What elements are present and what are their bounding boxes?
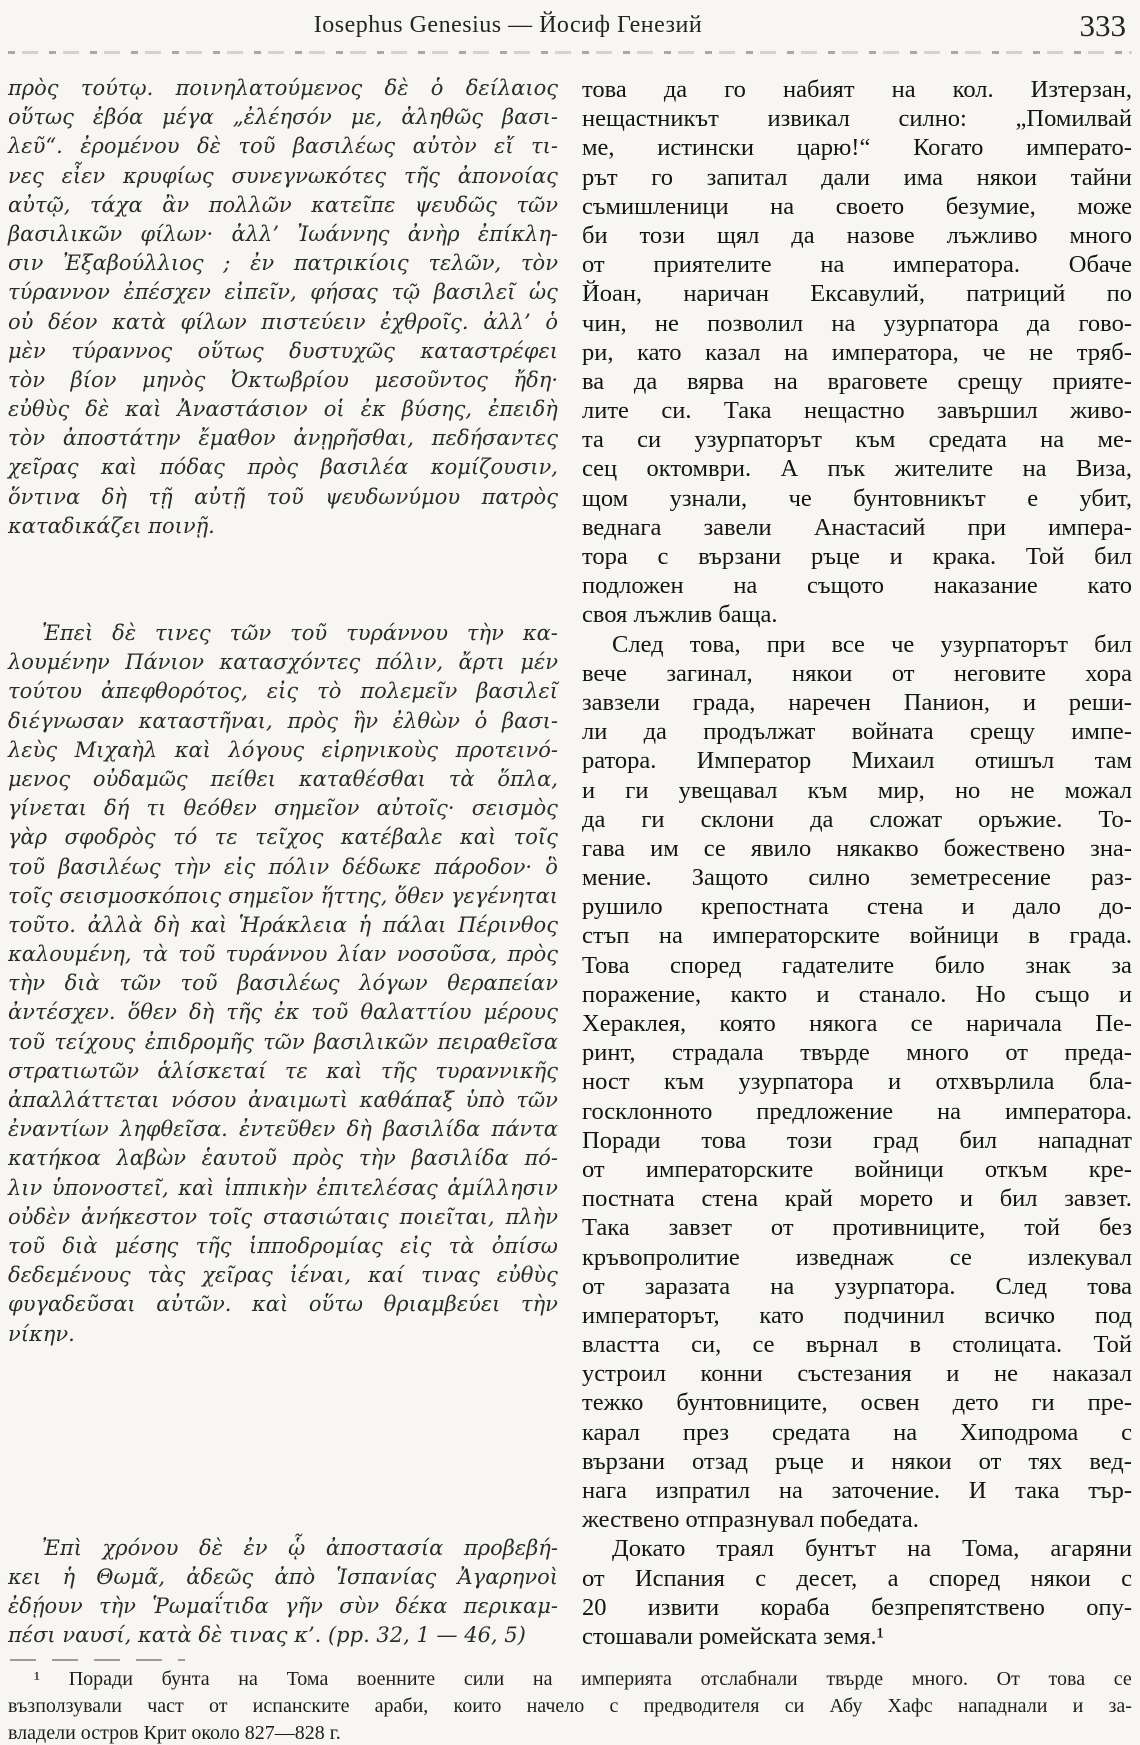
text-line: οὐδὲν ἀνήκεστον τοῖς στασιώταις ποιεῖται, πλὴν bbox=[8, 1204, 558, 1229]
text-line: властта си, се върнал в столицата. Той bbox=[582, 1331, 1132, 1359]
text-line: νίκην. bbox=[8, 1321, 75, 1346]
text-line: стъп на императорските войници в града. bbox=[582, 922, 1132, 950]
text-line: τύραννον ἐπέσχεν εἰπεῖν, φήσας τῷ βασιλεῖ ὡς bbox=[8, 280, 558, 305]
text-line: μενος οὐδαμῶς πείθει καταθέσθαι τὰ ὅπλα, bbox=[8, 766, 558, 791]
text-line: τούτου ἀπεφθορότος, εἰς τὸ πολεμεῖν βασιλεῖ bbox=[8, 679, 558, 704]
text-line: стошавали ромейската земя.¹ bbox=[582, 1622, 885, 1650]
text-line: διέγνωσαν καταστῆναι, πρὸς ἣν ἐλθὼν ὁ βασι- bbox=[8, 708, 558, 733]
text-line: βασιλικῶν φίλων· ἀλλ’ Ἰωάννης ἀνὴρ ἐπίκλη- bbox=[8, 221, 558, 246]
text-line: жествено отпразнувал победата. bbox=[582, 1506, 919, 1534]
text-line: сец октомври. А пък жителите на Виза, bbox=[582, 455, 1132, 483]
text-line: καλουμένη, τὰ τοῦ τυράννου λίαν νοσοῦσα, πρὸς bbox=[8, 942, 558, 967]
text-line: δεδεμένους τὰς χεῖρας ἰέναι, καί τινας εὐθὺς bbox=[8, 1263, 558, 1288]
text-line: τὸν βίον μηνὸς Ὀκτωβρίου μεσοῦντος ἤδη· bbox=[8, 367, 558, 392]
text-line: от заразата на узурпатора. След това bbox=[582, 1272, 1132, 1300]
text-line: веднага завели Анастасий при импера- bbox=[582, 513, 1132, 541]
text-line: τοῦ βασιλέως τὴν εἰς πόλιν δέδωκε πάροδον· ὃ bbox=[8, 854, 558, 879]
paragraph bbox=[582, 631, 1132, 1536]
paragraph bbox=[582, 1535, 1132, 1652]
text-line: Поради това този град бил нападнат bbox=[582, 1126, 1132, 1154]
text-line: γὰρ σφοδρὸς τό τε τεῖχος κατέβαλε καὶ τοῖς bbox=[8, 825, 558, 850]
text-line: да ги склони да сложат оръжие. То- bbox=[582, 805, 1132, 833]
text-line: τοῖς σεισμοσκόποις σημεῖον ἥττης, ὅθεν γεγένηται bbox=[8, 883, 558, 908]
text-line: карал през средата на Хиподрома с bbox=[582, 1418, 1132, 1446]
text-line: би този щял да назове лъжливо много bbox=[582, 221, 1132, 249]
text-line: καταδικάζει ποινῇ. bbox=[8, 513, 215, 538]
text-line: πρὸς τούτῳ. ποινηλατούμενος δὲ ὁ δείλαιος bbox=[8, 76, 558, 100]
text-line: устроил конни състезания и не наказал bbox=[582, 1360, 1132, 1388]
text-line: чин, не позволил на узурпатора да гово- bbox=[582, 309, 1132, 337]
text-line: владели остров Крит около 827—828 г. bbox=[8, 1722, 341, 1745]
text-line: ност към узурпатора и отхвърлила бла- bbox=[582, 1068, 1132, 1096]
text-line: τοῦ διὰ μέσης τῆς ἱπποδρομίας εἰς τὰ ὀπίσω bbox=[8, 1233, 558, 1258]
text-line: λουμένην Πάνιον κατασχόντες πόλιν, ἄρτι μέν bbox=[8, 650, 558, 675]
text-line: αὐτῷ, τάχα ἂν πολλῶν κατεῖπε ψευδῶς τῶν bbox=[8, 192, 558, 217]
running-title: Iosephus Genesius — Йосиф Генезий bbox=[313, 12, 703, 38]
text-line: Това според гадателите било знак за bbox=[582, 951, 1132, 979]
text-line: ратора. Император Михаил отишъл там bbox=[582, 747, 1132, 775]
text-line: щом узнали, че бунтовникът е убит, bbox=[582, 484, 1132, 512]
text-line: χεῖρας καὶ πόδας πρὸς βασιλέα κομίζουσιν, bbox=[8, 455, 558, 480]
header-rule bbox=[8, 51, 1132, 54]
text-line: ме, истински царю!“ Когато императо- bbox=[582, 134, 1132, 162]
paragraph bbox=[8, 76, 558, 543]
text-line: μὲν τύραννος οὕτως δυστυχῶς καταστρέφει bbox=[8, 338, 558, 363]
text-line: ли да продължат войната срещу импе- bbox=[582, 718, 1132, 746]
page-number: 333 bbox=[1079, 8, 1126, 43]
text-line: Ἐπεὶ δὲ τινες τῶν τοῦ τυράννου τὴν κα- bbox=[42, 621, 558, 645]
paragraph bbox=[582, 76, 1132, 631]
text-line: τὴν διὰ τῶν τοῦ βασιλέως λόγων θεραπείαν bbox=[8, 971, 558, 996]
text-line: вече загинал, някои от неговите хора bbox=[582, 659, 1132, 687]
text-line: постната стена край морето и бил завзет. bbox=[582, 1185, 1132, 1213]
text-line: πέσι ναυσί, κατὰ δὲ τινας κ’. (pp. 32, 1 — 46, 5) bbox=[8, 1623, 526, 1648]
text-line: ¹ Поради бунта на Тома военните сили на империята отслабнали твърде много. От това се bbox=[34, 1668, 1132, 1691]
text-line: οὐ δέον κατὰ φίλων πιστεύειν ἐχθροῖς. ἀλλ’ ὁ bbox=[8, 309, 558, 334]
text-line: ри, като казал на императора, че не тряб- bbox=[582, 338, 1132, 366]
text-line: ринт, страдала твърде много от преда- bbox=[582, 1039, 1132, 1067]
paragraph bbox=[8, 621, 558, 1351]
text-line: λεῦ“. ἐρομένου δὲ τοῦ βασιλέως αὐτὸν εἴ τι- bbox=[8, 134, 558, 159]
text-line: 20 извити кораба безпрепятствено опу- bbox=[582, 1593, 1132, 1621]
text-line: ἐναντίων ληφθεῖσα. ἐντεῦθεν δὴ βασιλίδα πάντα bbox=[8, 1117, 558, 1142]
text-line: лите си. Така нещастно завършил живо- bbox=[582, 397, 1132, 425]
text-line: мение. Защото силно земетресение раз- bbox=[582, 864, 1132, 892]
text-line: възползували част от испанските араби, които начело с предводителя си Абу Хафс нападнали и за- bbox=[8, 1695, 1132, 1718]
text-line: σιν Ἐξαβούλλιος ; ἐν πατρικίοις τελῶν, τὸν bbox=[8, 251, 558, 276]
text-line: λιν ὑπονοστεῖ, καὶ ἱππικὴν ἐπιτελέσας ἁμίλλησιν bbox=[8, 1175, 558, 1200]
two-column-text bbox=[8, 76, 1132, 1652]
text-line: госклонното предложение на императора. bbox=[582, 1097, 1132, 1125]
text-line: рушило крепостната стена и дало до- bbox=[582, 893, 1132, 921]
text-line: γίνεται δή τι θεόθεν σημεῖον αὐτοῖς· σεισμὸς bbox=[8, 796, 558, 821]
text-line: κατήκοα λαβὼν ἑαυτοῦ πρὸς τὴν βασιλίδα πό- bbox=[8, 1146, 558, 1171]
text-line: οὕτως ἐβόα μέγα „ἐλέησόν με, ἀληθῶς βασι- bbox=[8, 105, 558, 130]
text-line: нага изпратил на заточение. И така тър- bbox=[582, 1477, 1132, 1504]
text-line: ἀντέσχεν. ὅθεν δὴ τῆς ἐκ τοῦ θαλαττίου μέρους bbox=[8, 1000, 558, 1025]
footnote bbox=[8, 1668, 1132, 1745]
text-line: ἐδῄουν τὴν Ῥωμαΐτιδα γῆν σὺν δέκα περικαμ- bbox=[8, 1594, 558, 1619]
page-header bbox=[8, 6, 1132, 48]
text-line: ἀπαλλάττεται νόσου ἀναιμωτὶ καθάπαξ ὑπὸ τῶν bbox=[8, 1088, 558, 1112]
text-line: Йоан, наричан Ексавулий, патриций по bbox=[582, 280, 1132, 308]
text-line: императорът, като подчинил всичко под bbox=[582, 1301, 1132, 1329]
text-line: тора с вързани ръце и крака. Той бил bbox=[582, 543, 1132, 570]
text-line: подложен на същото наказание като bbox=[582, 572, 1132, 600]
text-line: λεὺς Μιχαὴλ καὶ λόγους εἰρηνικοὺς προτεινό- bbox=[8, 737, 558, 762]
text-line: рът го запитал дали има някои тайни bbox=[582, 163, 1132, 191]
text-line: своя лъжлив баща. bbox=[582, 601, 778, 629]
text-line: Така завзет от противниците, той без bbox=[582, 1214, 1132, 1242]
text-line: φυγαδεῦσαι αὐτῶν. καὶ οὕτω θριαμβεύει τὴν bbox=[8, 1292, 558, 1317]
text-line: от Испания с десет, а според някои с bbox=[582, 1564, 1132, 1592]
text-line: гава им се явило някакво божествено зна- bbox=[582, 834, 1132, 862]
text-line: τοῦ τείχους ἐπιδρομῆς τῶν βασιλικῶν πειραθεῖσα bbox=[8, 1029, 558, 1054]
text-line: нещастникът извикал силно: „Помилвай bbox=[582, 105, 1132, 133]
footnote-separator bbox=[10, 1659, 185, 1661]
text-line: κει ἡ Θωμᾶ, ἀδεῶς ἀπὸ Ἱσπανίας Ἀγαρηνοὶ bbox=[8, 1564, 558, 1589]
text-line: това да го набият на кол. Изтерзан, bbox=[582, 76, 1132, 103]
text-line: ва да вярва на враговете срещу прияте- bbox=[582, 367, 1132, 395]
text-line: и ги увещавал към мир, но не можал bbox=[582, 776, 1132, 804]
text-line: Ἐπὶ χρόνου δὲ ἐν ᾧ ἀποστασία προβεβή- bbox=[42, 1535, 558, 1560]
text-line: завзели града, наречен Панион, и реши- bbox=[582, 688, 1132, 716]
text-line: νες εἶεν κρυφίως συνεγνωκότες τῆς ἀπονοίας bbox=[8, 163, 558, 188]
paragraph bbox=[8, 1668, 1132, 1745]
text-line: ὅντινα δὴ τῇ αὐτῇ τοῦ ψευδωνύμου πατρὸς bbox=[8, 484, 558, 509]
greek-text-column bbox=[8, 76, 558, 1652]
text-line: Хераклея, която някога се наричала Пе- bbox=[582, 1010, 1132, 1037]
bulgarian-text-column bbox=[582, 76, 1132, 1652]
text-line: τὸν ἀποστάτην ἔμαθον ἀνῃρῆσθαι, πεδήσαντες bbox=[8, 426, 558, 451]
text-line: поражение, както и станало. Но също и bbox=[582, 980, 1132, 1008]
text-line: τοῦτο. ἀλλὰ δὴ καὶ Ἡράκλεια ἡ πάλαι Πέρινθος bbox=[8, 912, 558, 937]
text-line: След това, при все че узурпаторът бил bbox=[612, 630, 1132, 658]
text-line: от императорските войници откъм кре- bbox=[582, 1155, 1132, 1183]
paragraph bbox=[8, 1536, 558, 1653]
text-line: съмишленици на своето безумие, може bbox=[582, 192, 1132, 220]
text-line: тежко бунтовниците, освен дето ги пре- bbox=[582, 1389, 1132, 1417]
text-line: та си узурпаторът към средата на ме- bbox=[582, 426, 1132, 454]
text-line: кръвопролитие изведнаж се излекувал bbox=[582, 1243, 1132, 1271]
text-line: от приятелите на императора. Обаче bbox=[582, 251, 1132, 279]
text-line: Докато траял бунтът на Тома, агаряни bbox=[612, 1535, 1132, 1563]
text-line: вързани отзад ръце и някои от тях вед- bbox=[582, 1447, 1132, 1475]
text-line: εὐθὺς δὲ καὶ Ἀναστάσιον οἱ ἐκ βύσης, ἐπειδὴ bbox=[8, 397, 558, 422]
text-line: στρατιωτῶν ἁλίσκεταί τε καὶ τῆς τυραννικῆς bbox=[8, 1058, 558, 1083]
